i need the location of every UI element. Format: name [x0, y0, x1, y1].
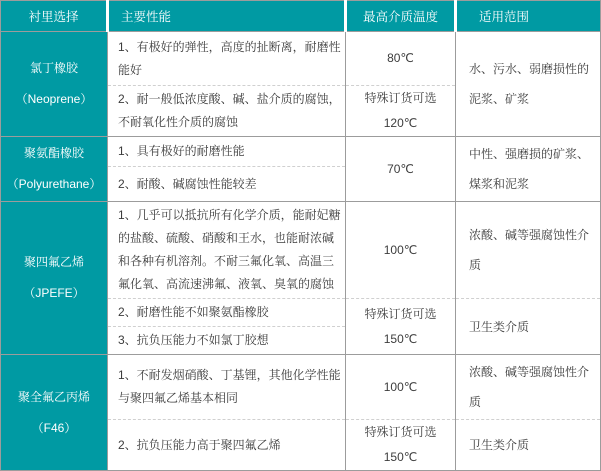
temperature-cell: 70℃	[346, 137, 456, 202]
range-cell: 中性、强磨损的矿浆、煤浆和泥浆	[456, 137, 601, 202]
temperature-note: 特殊订货可选	[364, 425, 437, 439]
table-row	[1, 355, 601, 420]
table-row	[1, 137, 601, 167]
material-name-en: （JPEFE）	[23, 286, 85, 300]
material-name: 聚全氟乙丙烯	[17, 389, 90, 404]
range-cell: 卫生类介质	[456, 299, 601, 355]
temperature-cell: 80℃	[346, 32, 456, 86]
material-name: 聚四氟乙烯	[23, 255, 84, 269]
performance-cell: 1、具有极好的耐磨性能	[108, 137, 346, 167]
temperature-value: 120℃	[383, 116, 418, 130]
column-header-lining: 衬里选择	[1, 1, 108, 32]
temperature-note: 特殊订货可选	[364, 306, 437, 321]
column-header-max-temperature: 最高介质温度	[346, 1, 456, 32]
performance-cell: 3、抗负压能力不如氯丁胶想	[108, 327, 346, 355]
temperature-value: 150℃	[383, 331, 418, 346]
material-cell-jpefe	[1, 202, 108, 355]
table-row	[1, 32, 601, 86]
temperature-cell	[346, 299, 456, 355]
range-cell: 卫生类介质	[456, 420, 601, 471]
range-cell: 浓酸、碱等强腐蚀性介质	[456, 355, 601, 420]
header-row	[1, 1, 601, 32]
performance-cell: 1、几乎可以抵抗所有化学介质，能耐妃糖的盐酸、硫酸、硝酸和王水，也能耐浓碱和各种有机溶剂。不耐三氟化氧、高温三氟化氧、高流速沸氟、液氧、臭氧的腐蚀	[108, 202, 346, 299]
temperature-cell	[346, 86, 456, 137]
table-row	[1, 202, 601, 299]
material-name: 聚氨酯橡胶	[23, 146, 84, 160]
temperature-value: 150℃	[383, 450, 418, 464]
column-header-applicable-range: 适用范围	[456, 1, 601, 32]
material-name: 氯丁橡胶	[29, 61, 78, 75]
performance-cell: 2、耐酸、碱腐蚀性能较差	[108, 167, 346, 202]
performance-cell: 2、抗负压能力高于聚四氟乙烯	[108, 420, 346, 471]
performance-cell: 2、耐一般低浓度酸、碱、盐介质的腐蚀，不耐氧化性介质的腐蚀	[108, 86, 346, 137]
material-name-en: （Polyurethane）	[6, 177, 102, 191]
range-cell: 水、污水、弱磨损性的泥浆、矿浆	[456, 32, 601, 137]
material-cell-polyurethane	[1, 137, 108, 202]
range-cell: 浓酸、碱等强腐蚀性介质	[456, 202, 601, 299]
material-name-en: （Neoprene）	[15, 92, 93, 106]
temperature-cell: 100℃	[346, 355, 456, 420]
performance-cell: 1、有极好的弹性，高度的扯断离，耐磨性能好	[108, 32, 346, 86]
performance-cell: 1、不耐发烟硝酸、丁基锂，其他化学性能与聚四氟乙烯基本相同	[108, 355, 346, 420]
temperature-note: 特殊订货可选	[364, 91, 437, 105]
column-header-performance: 主要性能	[108, 1, 346, 32]
temperature-cell	[346, 420, 456, 471]
material-name-en: （F46）	[31, 420, 77, 435]
temperature-cell: 100℃	[346, 202, 456, 299]
performance-cell: 2、耐磨性能不如聚氨酯橡胶	[108, 299, 346, 327]
material-cell-f46	[1, 355, 108, 471]
material-cell-neoprene	[1, 32, 108, 137]
